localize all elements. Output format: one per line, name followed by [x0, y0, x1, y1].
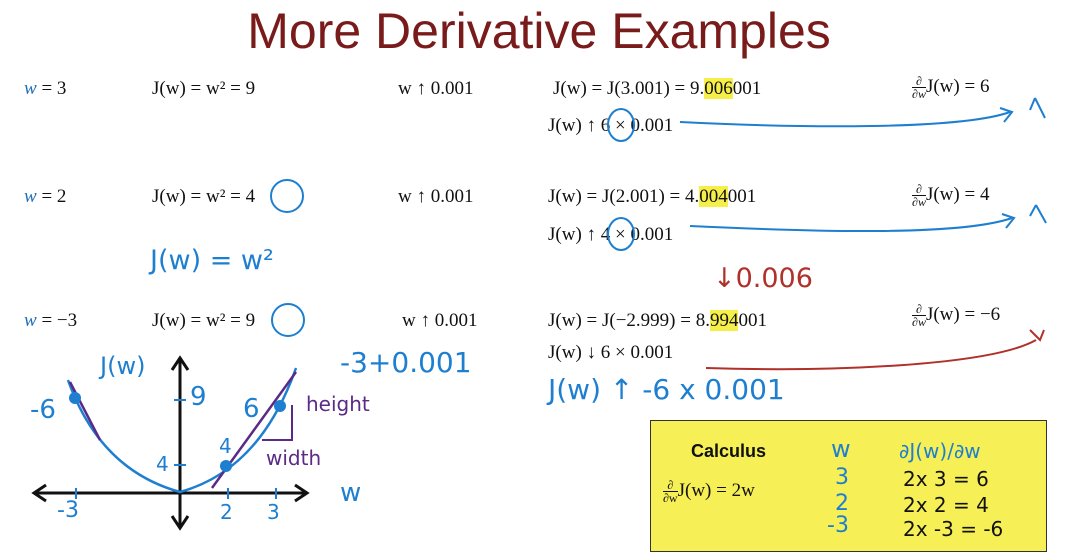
row1-derivative: $\frac{\partial}{\partial w}$ J(w) = 6	[912, 74, 990, 101]
calculus-title: Calculus	[691, 441, 767, 461]
calc-row2-deriv: 2x 2 = 4	[903, 493, 989, 517]
circle-row2-4b	[608, 218, 634, 250]
calc-row1-deriv: 2x 3 = 6	[903, 467, 989, 491]
calculus-formula: $\frac{\partial}{\partial w}$ J(w) = 2w	[663, 478, 755, 505]
row3-J-eval: J(w) = J(−2.999) = 8.994001	[548, 310, 767, 331]
label-width: width	[266, 446, 322, 470]
row1-J-eval: J(w) = J(3.001) = 9.006001	[553, 78, 762, 99]
arrow-row3-red	[706, 340, 1036, 369]
calc-row1-w: 3	[835, 465, 849, 490]
row3-ink-line: J(w) ↓ 6 × 0.001	[548, 342, 674, 363]
col-header-deriv: ∂J(w)/∂w	[899, 439, 981, 463]
arrow-row1	[680, 112, 1010, 126]
graph-ylabel: J(w)	[100, 352, 146, 380]
arrow-row2	[690, 218, 1012, 231]
calc-row3-deriv: 2x -3 = -6	[903, 517, 1004, 541]
row3-increment: w ↑ 0.001	[402, 310, 478, 331]
x-tick-neg3: -3	[57, 498, 79, 523]
tick-9: 9	[190, 382, 207, 412]
row1-J-expr: J(w) = w² = 9	[152, 78, 256, 99]
circle-row1-6	[608, 109, 634, 141]
arrow-row1-head	[1000, 98, 1045, 122]
row1-increment: w ↑ 0.001	[398, 78, 474, 99]
point-label-4: 4	[219, 434, 232, 458]
row2-w-value: w = 2	[24, 186, 67, 207]
label-height: height	[306, 392, 370, 416]
arrow-row2-head	[1002, 205, 1046, 228]
handwritten-jw-eq: J(w) = w²	[150, 245, 274, 276]
circle-row2-4	[271, 180, 303, 212]
point-neg6	[69, 392, 81, 404]
col-header-w: w	[831, 435, 851, 463]
parabola	[68, 368, 296, 492]
row1-highlight: 006	[704, 78, 733, 99]
row2-J-expr: J(w) = w² = 4	[152, 186, 256, 207]
calc-row3-w: -3	[827, 513, 849, 538]
slide-title: More Derivative Examples	[247, 3, 831, 59]
row3-derivative: $\frac{\partial}{\partial w}$ J(w) = −6	[912, 302, 1001, 329]
arrow-row3-head	[1030, 330, 1044, 340]
row1-w-value: w = 3	[24, 78, 67, 99]
row2-derivative: $\frac{\partial}{\partial w}$ J(w) = 4	[912, 182, 990, 209]
row2-ink-line: J(w) ↑ 4 × 0.001	[548, 224, 674, 245]
row2-highlight: 004	[699, 186, 728, 207]
row2-increment: w ↑ 0.001	[398, 186, 474, 207]
calculus-box	[650, 420, 1047, 552]
x-tick-2: 2	[220, 500, 233, 524]
x-tick-3: 3	[267, 500, 280, 524]
point-label-neg6: -6	[30, 395, 56, 425]
graph-xlabel: w	[340, 478, 362, 508]
point-6	[274, 400, 286, 412]
row3-w-value: w = −3	[24, 310, 78, 331]
row1-ink-line: J(w) ↑ 6 × 0.001	[548, 115, 674, 136]
point-label-6: 6	[243, 394, 260, 424]
handwritten-w-plus: -3+0.001	[340, 346, 472, 379]
tangent-left	[70, 382, 100, 440]
point-4	[220, 460, 232, 472]
calc-row2-w: 2	[835, 491, 849, 516]
handwritten-neg6-line: J(w) ↑ -6 x 0.001	[548, 373, 785, 406]
row2-J-eval: J(w) = J(2.001) = 4.004001	[548, 186, 757, 207]
row3-J-expr: J(w) = w² = 9	[152, 310, 256, 331]
handwritten-down-note: ↓0.006	[713, 263, 813, 294]
row3-highlight: 994	[709, 310, 739, 331]
circle-row3-9	[272, 304, 304, 336]
tick-4: 4	[156, 452, 169, 476]
